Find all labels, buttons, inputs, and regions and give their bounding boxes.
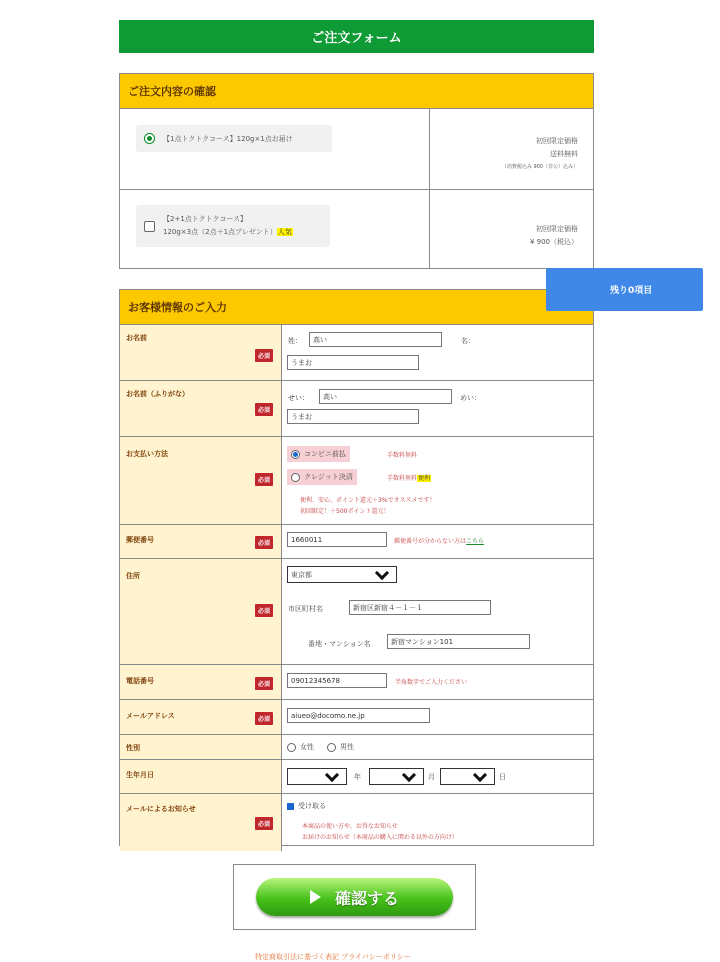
payment-konbini-note: 手数料無料 [387,452,418,459]
label-zip-text: 郵便番号 [126,536,154,544]
order-option-2-price-line1: 初回限定価格 [536,225,578,233]
confirm-button-label: 確認する [334,888,399,908]
label-kana [120,381,282,436]
sei-label: 姓： [288,337,302,345]
month-label: 月 [428,773,435,781]
order-option-2-label-1: 【2+1点トクトクコース】 [163,215,248,223]
building-label: 番地・マンション名 [308,640,371,648]
payment-credit-label: クレジット決済 [304,473,353,481]
order-section-heading [120,74,593,109]
value-birthday [282,760,593,793]
remaining-items-text: 残り0項目 [610,286,653,296]
prefecture-value: 東京都 [291,570,312,579]
city-label: 市区町村名 [288,605,323,613]
newsletter-note-2: お届けのお知らせ（本商品の購入に関わる以外の方向け） [302,834,458,841]
payment-note-2: 初回限定！＋500ポイント還元！ [300,508,390,515]
newsletter-checkbox[interactable] [287,801,326,811]
zip-input[interactable]: 1660011 [287,532,387,547]
order-option-1[interactable] [120,109,593,190]
label-name [120,325,282,380]
payment-option-credit[interactable] [287,469,357,485]
newsletter-check-label: 受け取る [298,802,326,810]
value-tel [282,665,593,699]
page-title [119,20,594,53]
row-address [120,559,593,665]
row-zip [120,525,593,559]
payment-option-konbini[interactable] [287,446,350,462]
label-newsletter [120,794,282,851]
prefecture-select[interactable] [287,566,397,583]
label-email-text: メールアドレス [126,712,175,720]
popular-badge: 人気 [277,228,292,236]
order-option-2-left [120,190,430,268]
order-option-1-left [120,109,430,189]
row-kana [120,381,593,437]
label-zip [120,525,282,558]
required-badge: 必須 [255,604,273,617]
order-option-1-price-line2: 送料無料 [550,150,578,158]
gender-male-label: 男性 [340,743,354,751]
building-input[interactable]: 新宿マンション101 [387,634,530,649]
remaining-items-badge [546,268,703,311]
radio-icon[interactable] [327,743,336,752]
order-option-2-price-line2: ¥ 900（税込） [529,238,578,246]
order-heading-text: ご注文内容の確認 [128,85,216,98]
required-badge: 必須 [255,403,273,416]
required-badge: 必須 [255,349,273,362]
confirm-button-container [233,864,476,930]
order-option-1-price-line1: 初回限定価格 [536,137,578,145]
tel-input[interactable]: 09012345678 [287,673,387,688]
sei-kana-label: せい： [288,394,309,402]
required-badge: 必須 [255,473,273,486]
order-option-2-price [430,190,593,268]
required-badge: 必須 [255,536,273,549]
row-name [120,325,593,381]
chevron-down-icon [375,565,389,579]
confirm-button[interactable] [256,878,453,916]
value-kana [282,381,593,436]
label-address [120,559,282,664]
row-gender [120,735,593,760]
play-icon [310,890,321,904]
payment-credit-note: 手数料無料 [387,475,418,482]
order-option-1-price [430,109,593,189]
convenient-badge: 便利 [418,475,431,482]
mei-kana-label: めい： [460,394,481,402]
gender-female-option[interactable] [287,742,314,752]
customer-section-heading [120,290,593,325]
label-payment [120,437,282,524]
radio-selected-icon[interactable] [144,133,155,144]
order-section [119,73,594,269]
radio-selected-icon[interactable] [291,450,300,459]
value-name [282,325,593,380]
mei-label: 名： [461,337,475,345]
order-option-1-price-line3: （消費税込み 900（非公）込み） [501,164,578,170]
required-badge: 必須 [255,712,273,725]
order-option-2-box[interactable] [136,205,330,247]
label-tel-text: 電話番号 [126,677,154,685]
label-birthday [120,760,282,793]
label-kana-text: お名前（ふりがな） [126,390,189,398]
row-email [120,700,593,735]
row-newsletter [120,794,593,851]
gender-male-option[interactable] [327,742,354,752]
zip-note-wrap [394,536,484,545]
page-title-text: ご注文フォーム [311,31,402,46]
radio-icon[interactable] [287,743,296,752]
order-option-2-label-2: 120g×3点（2点＋1点プレゼント） [163,228,277,236]
checkbox-icon[interactable] [144,221,155,232]
value-gender [282,735,593,759]
label-email [120,700,282,734]
payment-credit-note-wrap [387,473,431,482]
customer-section [119,289,594,846]
birth-year-select[interactable] [287,768,347,785]
order-option-1-label: 【1点トクトクコース】120g×1点お届け [163,134,293,143]
footer-links[interactable]: 特定商取引法に基づく表記 プライバシーポリシー [255,953,411,961]
label-payment-text: お支払い方法 [126,450,168,458]
city-input[interactable]: 新宿区新宿４－１－１ [349,600,491,615]
birth-day-select[interactable] [440,768,495,785]
label-name-text: お名前 [126,334,147,342]
required-badge: 必須 [255,817,273,830]
year-label: 年 [354,773,361,781]
order-option-1-box[interactable] [136,125,332,152]
email-input[interactable]: aiueo@docomo.ne.jp [287,708,430,723]
radio-icon[interactable] [291,473,300,482]
customer-heading-text: お客様情報のご入力 [128,301,227,314]
last-name-kana-input[interactable]: 高い [319,389,452,404]
zip-note: 郵便番号が分からない方は [394,538,467,545]
row-tel [120,665,593,700]
day-label: 日 [499,773,506,781]
label-gender [120,735,282,759]
label-address-text: 住所 [126,572,140,580]
chevron-down-icon [473,767,487,781]
label-newsletter-text: メールによるお知らせ [126,805,196,813]
birth-month-select[interactable] [369,768,424,785]
first-name-kana-input[interactable]: うまお [287,409,419,424]
payment-note-1: 便利、安心、ポイント還元＋3%でオススメです！ [300,497,436,504]
value-address [282,559,593,664]
value-zip [282,525,593,558]
first-name-input[interactable]: うまお [287,355,419,370]
order-option-2-text [163,213,293,239]
tel-note: 半角数字でご入力ください [395,679,468,686]
last-name-input[interactable]: 高い [309,332,442,347]
label-gender-text: 性別 [126,744,140,752]
zip-lookup-link[interactable]: こちら [466,538,485,545]
label-tel [120,665,282,699]
value-email [282,700,593,734]
value-newsletter [282,794,593,851]
newsletter-note-1: 本商品の使い方や、お得なお知らせ [302,823,398,830]
chevron-down-icon [402,767,416,781]
required-badge: 必須 [255,677,273,690]
row-payment [120,437,593,525]
gender-female-label: 女性 [300,743,314,751]
order-option-2-label-2-wrap [163,226,293,239]
label-birthday-text: 生年月日 [126,771,154,779]
value-payment [282,437,593,524]
order-option-2[interactable] [120,190,593,268]
checkbox-checked-icon[interactable] [287,803,294,810]
row-birthday [120,760,593,794]
chevron-down-icon [325,767,339,781]
payment-konbini-label: コンビニ前払 [304,450,346,458]
